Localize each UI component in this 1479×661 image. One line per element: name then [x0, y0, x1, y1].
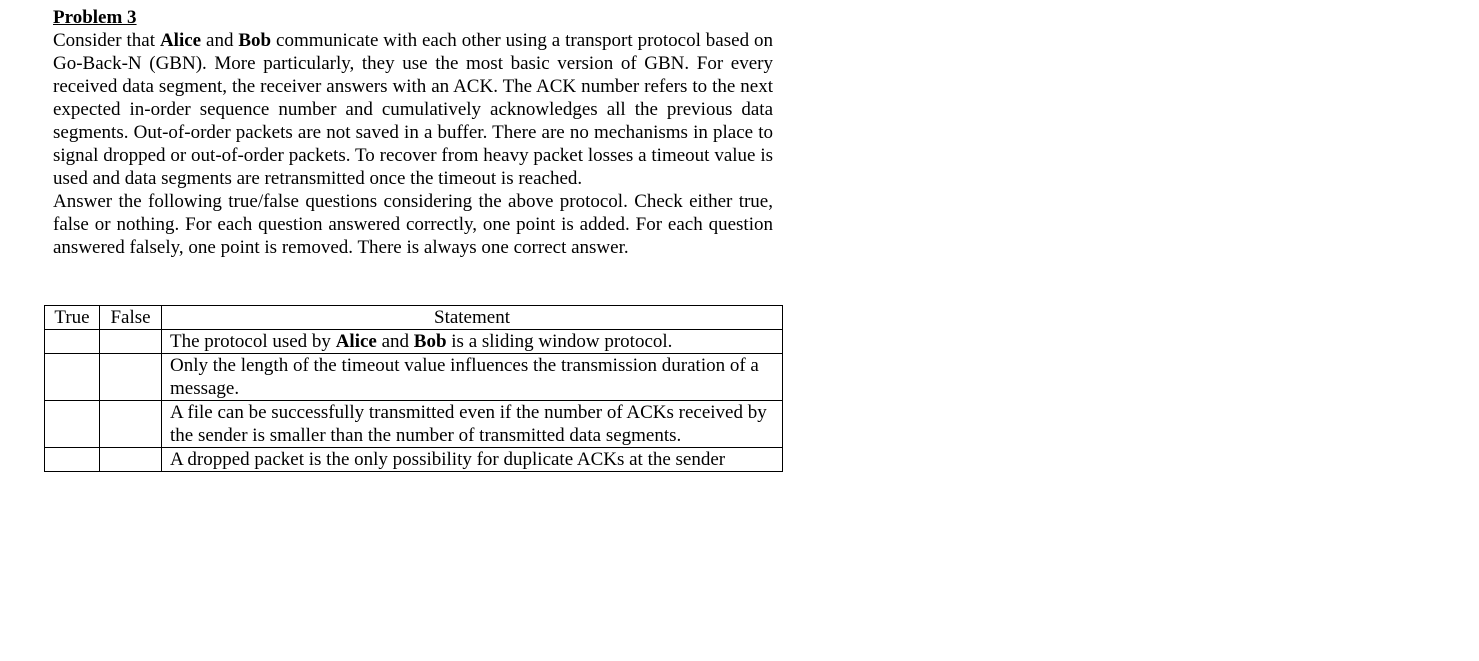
- false-cell[interactable]: [100, 330, 162, 354]
- header-statement: Statement: [162, 306, 783, 330]
- true-cell[interactable]: [45, 354, 100, 401]
- statement-bob: Bob: [413, 331, 447, 352]
- statement-cell: Only the length of the timeout value influences the transmission duration of a message.: [162, 354, 783, 401]
- false-checkbox[interactable]: [108, 330, 153, 353]
- false-cell[interactable]: [100, 448, 162, 472]
- problem-intro: [53, 29, 773, 190]
- problem-title: Problem 3: [53, 7, 137, 28]
- problem-section: [53, 6, 773, 259]
- header-true: True: [45, 306, 100, 330]
- true-checkbox[interactable]: [53, 330, 91, 353]
- statement-text-pre: The protocol used by: [170, 331, 336, 352]
- false-checkbox[interactable]: [108, 354, 153, 377]
- false-cell[interactable]: [100, 401, 162, 448]
- statement-text-post: is a sliding window protocol.: [446, 331, 673, 352]
- true-checkbox[interactable]: [53, 354, 91, 377]
- header-false: False: [100, 306, 162, 330]
- table-row: [45, 354, 783, 401]
- false-checkbox[interactable]: [108, 401, 153, 424]
- true-cell[interactable]: [45, 448, 100, 472]
- table-header-row: [45, 306, 783, 330]
- statement-cell: A dropped packet is the only possibility for duplicate ACKs at the sender: [162, 448, 783, 472]
- true-checkbox[interactable]: [53, 401, 91, 424]
- true-checkbox[interactable]: [53, 448, 91, 471]
- statement-cell: A file can be successfully transmitted even if the number of ACKs received by the sender is smaller than the number of transmitted data segments.: [162, 401, 783, 448]
- true-false-table: [44, 305, 783, 472]
- intro-text-1: Consider that: [53, 30, 160, 51]
- intro-text-2: and: [201, 30, 239, 51]
- intro-text-3: communicate with each other using a transport protocol based on Go-Back-N (GBN). More particularly, they use the most basic version of GBN. For every received data segment, the receiver answers with an ACK. The ACK number refers to the next expected in-order sequence number and cumulatively acknowledges all the previous data segments. Out-of-order packets are not saved in a buffer. There are no mechanisms in place to signal dropped or out-of-order packets. To recover from heavy packet losses a timeout value is used and data segments are retransmitted once the timeout is reached.: [53, 30, 773, 189]
- statement-alice: Alice: [335, 331, 377, 352]
- statement-cell: [162, 330, 783, 354]
- true-cell[interactable]: [45, 330, 100, 354]
- intro-alice: Alice: [159, 30, 202, 51]
- statement-text-mid: and: [376, 331, 414, 352]
- table-row: [45, 330, 783, 354]
- table-row: [45, 448, 783, 472]
- false-cell[interactable]: [100, 354, 162, 401]
- problem-instructions: Answer the following true/false questions considering the above protocol. Check either true, false or nothing. For each question answered correctly, one point is added. For each question answered falsely, one point is removed. There is always one correct answer.: [53, 191, 773, 258]
- false-checkbox[interactable]: [108, 448, 153, 471]
- table-row: [45, 401, 783, 448]
- intro-bob: Bob: [238, 30, 272, 51]
- true-cell[interactable]: [45, 401, 100, 448]
